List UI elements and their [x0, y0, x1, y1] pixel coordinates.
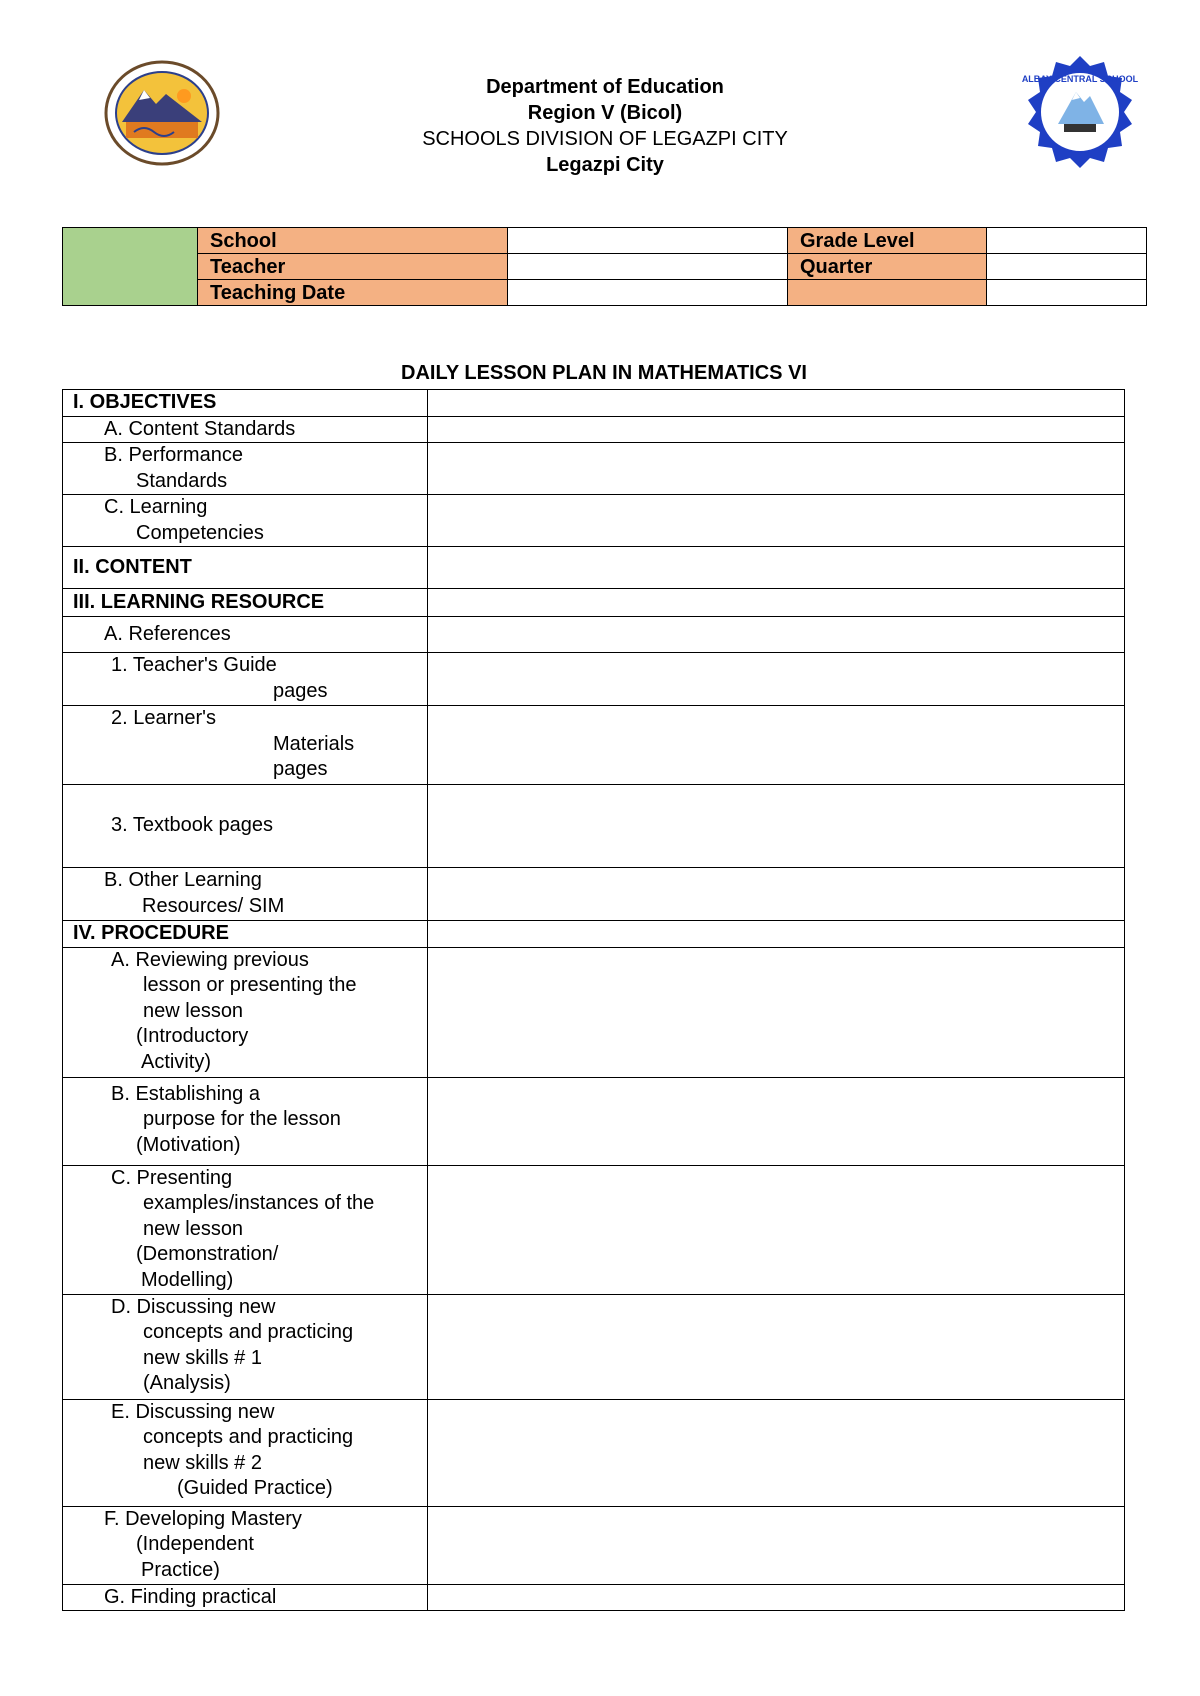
procedure-b-value[interactable]	[428, 1077, 1125, 1165]
lesson-plan-table	[62, 389, 1125, 1611]
grade-level-field[interactable]	[987, 228, 1147, 254]
procedure-f-label: F. Developing Mastery (Independent Practice)	[63, 1506, 428, 1584]
albay-central-school-seal-icon	[1018, 52, 1142, 176]
header-division: SCHOOLS DIVISION OF LEGAZPI CITY	[422, 128, 788, 150]
header-region: Region V (Bicol)	[527, 102, 683, 124]
procedure-b-label: B. Establishing a purpose for the lesson (Motivation)	[63, 1077, 428, 1165]
content-standards-value[interactable]	[428, 416, 1125, 443]
procedure-value[interactable]	[428, 921, 1125, 948]
teaching-date-label: Teaching Date	[198, 280, 508, 306]
learning-competencies-value[interactable]	[428, 495, 1125, 547]
school-field[interactable]	[508, 228, 788, 254]
content-heading: II. CONTENT	[63, 547, 428, 589]
info-empty-field[interactable]	[987, 280, 1147, 306]
procedure-f-value[interactable]	[428, 1506, 1125, 1584]
learning-competencies-label: C. Learning Competencies	[63, 495, 428, 547]
right-logo-text: ALBAY CENTRAL SCHOOL	[1021, 74, 1139, 84]
procedure-a-label: A. Reviewing previous lesson or presenting the new lesson (Introductory Activity)	[63, 947, 428, 1077]
learners-materials-value[interactable]	[428, 706, 1125, 785]
document-header	[380, 74, 830, 178]
references-label: A. References	[63, 617, 428, 653]
procedure-d-value[interactable]	[428, 1294, 1125, 1399]
procedure-d-label: D. Discussing new concepts and practicing new skills # 1 (Analysis)	[63, 1294, 428, 1399]
textbook-pages-value[interactable]	[428, 785, 1125, 868]
content-value[interactable]	[428, 547, 1125, 589]
school-label: School	[198, 228, 508, 254]
info-green-cell	[63, 228, 198, 306]
learning-resource-heading: III. LEARNING RESOURCE	[63, 589, 428, 617]
references-value[interactable]	[428, 617, 1125, 653]
deped-seal-icon	[104, 60, 220, 166]
procedure-heading: IV. PROCEDURE	[63, 921, 428, 948]
info-empty-orange-cell	[788, 280, 987, 306]
objectives-value[interactable]	[428, 390, 1125, 417]
learning-resource-value[interactable]	[428, 589, 1125, 617]
procedure-e-value[interactable]	[428, 1399, 1125, 1506]
info-table	[62, 227, 1147, 306]
procedure-c-label: C. Presenting examples/instances of the new lesson (Demonstration/ Modelling)	[63, 1165, 428, 1294]
teaching-date-field[interactable]	[508, 280, 788, 306]
procedure-g-value[interactable]	[428, 1584, 1125, 1611]
textbook-pages-label: 3. Textbook pages	[63, 785, 428, 868]
performance-standards-label: B. Performance Standards	[63, 443, 428, 495]
content-standards-label: A. Content Standards	[63, 416, 428, 443]
quarter-field[interactable]	[987, 254, 1147, 280]
procedure-a-value[interactable]	[428, 947, 1125, 1077]
procedure-g-label: G. Finding practical	[63, 1584, 428, 1611]
procedure-e-label: E. Discussing new concepts and practicing new skills # 2 (Guided Practice)	[63, 1399, 428, 1506]
teacher-label: Teacher	[198, 254, 508, 280]
quarter-label: Quarter	[788, 254, 987, 280]
procedure-c-value[interactable]	[428, 1165, 1125, 1294]
other-resources-label: B. Other Learning Resources/ SIM	[63, 868, 428, 921]
performance-standards-value[interactable]	[428, 443, 1125, 495]
other-resources-value[interactable]	[428, 868, 1125, 921]
learners-materials-label: 2. Learner's Materials pages	[63, 706, 428, 785]
grade-level-label: Grade Level	[788, 228, 987, 254]
teachers-guide-label: 1. Teacher's Guide pages	[63, 653, 428, 706]
objectives-heading: I. OBJECTIVES	[63, 390, 428, 417]
header-city: Legazpi City	[546, 154, 664, 176]
teachers-guide-value[interactable]	[428, 653, 1125, 706]
teacher-field[interactable]	[508, 254, 788, 280]
header-department: Department of Education	[486, 76, 724, 98]
plan-title: DAILY LESSON PLAN IN MATHEMATICS VI	[401, 362, 807, 384]
